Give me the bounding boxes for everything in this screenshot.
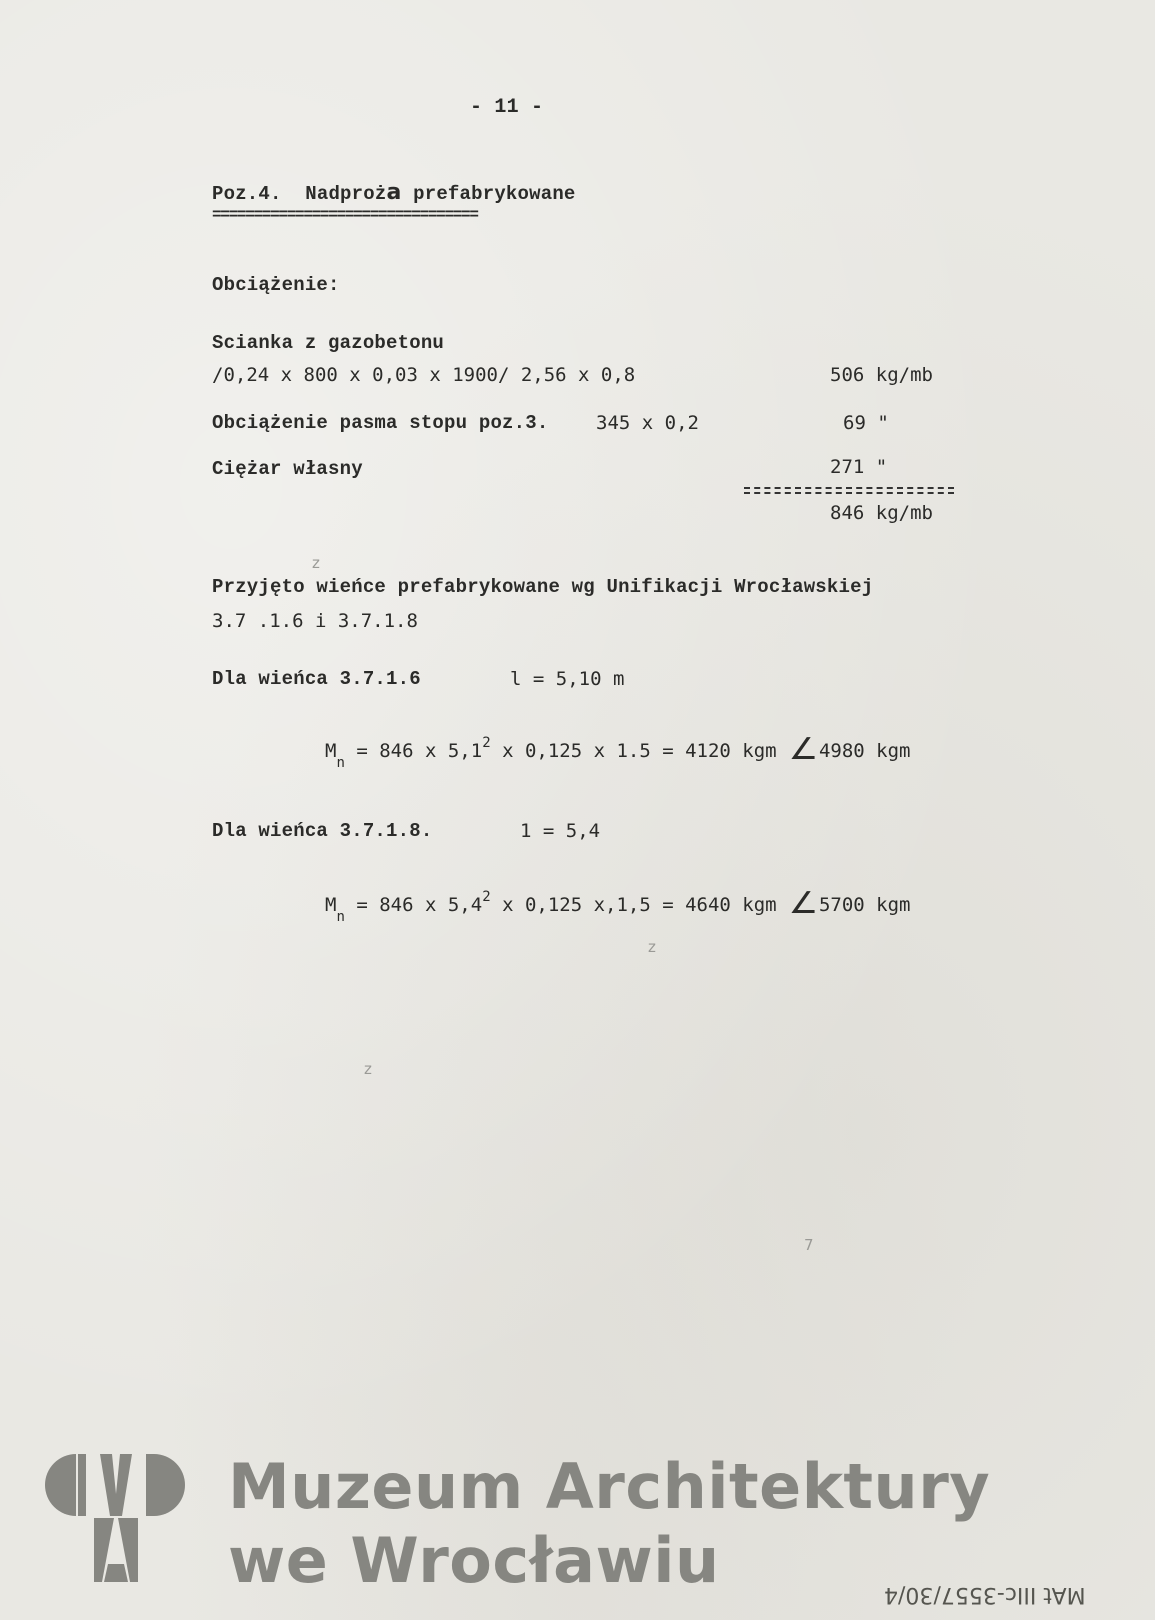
pencil-mark-z: z	[648, 938, 656, 956]
self-weight-value: 271 "	[830, 456, 888, 478]
formula-part-b: x 0,125 x,1,5 = 4640 kgm	[502, 894, 777, 916]
formula-part-a: = 846 x 5,4	[356, 894, 483, 916]
heading-word: Nadproż	[305, 183, 387, 205]
less-than-angle-icon: ∠	[788, 886, 819, 921]
watermark-line-1: Muzeum Architektury	[228, 1450, 991, 1523]
archive-signature: MAt IIIc-3557/30/4	[884, 1582, 1086, 1607]
less-than-angle-icon: ∠	[788, 732, 819, 767]
formula-part-a: = 846 x 5,1	[356, 740, 483, 762]
total-value: 846 kg/mb	[830, 502, 933, 524]
loads-title: Obciążenie:	[212, 274, 340, 296]
sum-divider	[744, 487, 954, 494]
formula-part-b: x 0,125 x 1.5 = 4120 kgm	[502, 740, 777, 762]
moment-symbol: M	[325, 740, 337, 762]
beam2-label: Dla wieńca 3.7.1.8.	[212, 820, 433, 842]
pencil-mark-z: z	[364, 1060, 372, 1078]
watermark-line-2: we Wrocławiu	[228, 1524, 720, 1597]
pencil-mark-7: 7	[804, 1236, 814, 1254]
page-number: - 11 -	[470, 96, 544, 119]
self-weight-label: Ciężar własny	[212, 458, 363, 480]
moment-subscript: n	[336, 909, 345, 925]
exponent: 2	[482, 735, 491, 751]
heading-underline: ================================	[212, 206, 478, 224]
strip-label: Obciążenie pasma stopu poz.3.	[212, 412, 549, 434]
heading-suffix: prefabrykowane	[413, 183, 576, 205]
beam1-label: Dla wieńca 3.7.1.6	[212, 668, 421, 690]
strip-value: 69 "	[843, 412, 889, 434]
moment-limit: 5700 kgm	[818, 894, 911, 916]
moment-subscript: n	[336, 755, 345, 771]
wall-label: Scianka z gazobetonu	[212, 332, 445, 354]
handwritten-correction: a	[386, 180, 402, 205]
exponent: 2	[482, 889, 491, 905]
beam1-length: l = 5,10 m	[510, 668, 625, 690]
beam2-moment-formula	[325, 884, 911, 925]
museum-logo-icon	[36, 1454, 196, 1584]
beam1-moment-formula	[325, 730, 911, 771]
wall-value: 506 kg/mb	[830, 364, 933, 386]
pencil-mark-z: z	[312, 554, 320, 572]
wall-formula: /0,24 x 800 x 0,03 x 1900/ 2,56 x 0,8	[212, 364, 636, 386]
heading-prefix: Poz.4.	[212, 183, 282, 205]
adopted-line-1: Przyjęto wieńce prefabrykowane wg Unifikacji Wrocławskiej	[212, 576, 874, 598]
moment-limit: 4980 kgm	[818, 740, 911, 762]
moment-symbol: M	[325, 894, 337, 916]
strip-formula: 345 x 0,2	[596, 412, 699, 434]
adopted-line-2: 3.7 .1.6 i 3.7.1.8	[212, 610, 418, 632]
beam2-length: 1 = 5,4	[520, 820, 601, 842]
section-heading	[212, 180, 576, 205]
